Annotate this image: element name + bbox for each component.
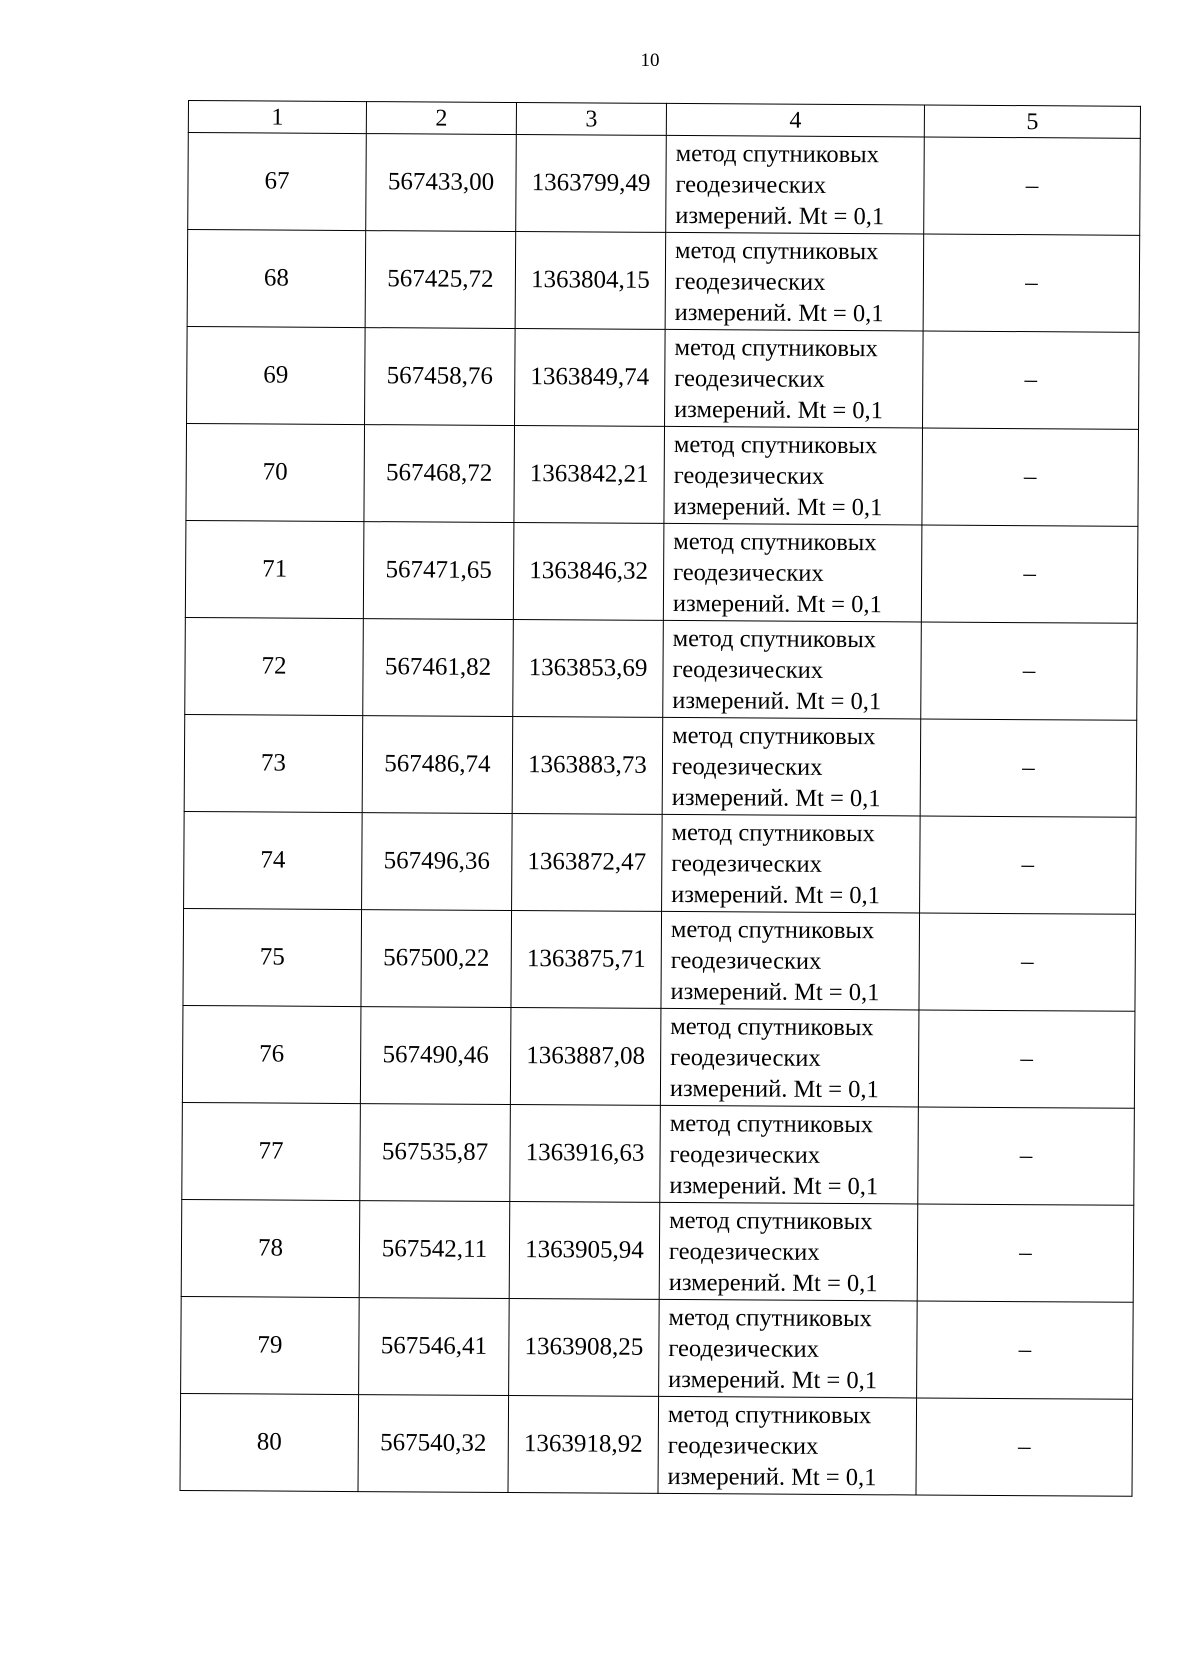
table-row — [182, 1102, 1135, 1205]
y-coordinate-cell: 1363916,63 — [510, 1104, 661, 1202]
method-line: геодезических — [668, 1334, 819, 1363]
x-coordinate-cell: 567490,46 — [360, 1007, 511, 1105]
note-cell: – — [918, 1107, 1135, 1205]
table-row — [185, 520, 1138, 623]
y-coordinate-cell: 1363905,94 — [509, 1201, 660, 1299]
table-row — [184, 714, 1137, 817]
x-coordinate-cell: 567471,65 — [363, 522, 514, 620]
note-cell: – — [920, 816, 1137, 914]
method-line: измерений. Mt = 0,1 — [674, 395, 884, 424]
note-cell: – — [924, 137, 1141, 235]
header-cell-4: 4 — [666, 103, 924, 137]
point-number-cell: 70 — [186, 423, 365, 521]
y-coordinate-cell: 1363887,08 — [510, 1007, 661, 1105]
point-number-cell: 71 — [185, 520, 364, 618]
method-line: геодезических — [672, 655, 824, 684]
method-line: метод спутниковых — [668, 1303, 872, 1332]
method-line: метод спутниковых — [673, 430, 878, 459]
note-cell: – — [921, 525, 1138, 623]
note-cell: – — [923, 234, 1140, 332]
y-coordinate-cell: 1363853,69 — [513, 619, 664, 717]
x-coordinate-cell: 567461,82 — [363, 619, 514, 717]
method-cell — [659, 1299, 918, 1398]
method-line: измерений. Mt = 0,1 — [672, 686, 882, 715]
y-coordinate-cell: 1363883,73 — [512, 716, 663, 814]
method-line: метод спутниковых — [670, 915, 875, 944]
coordinates-table — [180, 100, 1141, 1497]
table-row — [182, 1005, 1135, 1108]
point-number-cell: 76 — [182, 1005, 361, 1103]
table-row — [181, 1296, 1134, 1399]
method-cell — [664, 426, 923, 525]
method-cell — [659, 1202, 918, 1301]
table-row — [186, 423, 1139, 526]
method-line: геодезических — [669, 1140, 821, 1169]
method-line: измерений. Mt = 0,1 — [675, 201, 885, 230]
point-number-cell: 67 — [188, 133, 367, 231]
method-line: измерений. Mt = 0,1 — [667, 1462, 877, 1491]
x-coordinate-cell: 567546,41 — [359, 1298, 510, 1396]
y-coordinate-cell: 1363842,21 — [514, 426, 665, 524]
point-number-cell: 68 — [187, 230, 366, 328]
note-cell: – — [921, 622, 1138, 720]
method-cell — [661, 911, 920, 1010]
y-coordinate-cell: 1363918,92 — [508, 1395, 659, 1493]
x-coordinate-cell: 567486,74 — [362, 716, 513, 814]
method-cell — [662, 814, 921, 913]
y-coordinate-cell: 1363849,74 — [515, 329, 666, 427]
method-line: метод спутниковых — [672, 624, 877, 653]
table-row — [188, 133, 1141, 236]
method-line: измерений. Mt = 0,1 — [672, 589, 882, 618]
note-cell: – — [923, 331, 1140, 429]
method-cell — [662, 717, 921, 816]
method-line: геодезических — [674, 364, 825, 393]
method-line: метод спутниковых — [669, 1206, 873, 1235]
table-body — [180, 101, 1140, 1497]
note-cell: – — [917, 1301, 1134, 1399]
method-line: измерений. Mt = 0,1 — [671, 783, 881, 812]
note-cell: – — [920, 719, 1137, 817]
method-line: геодезических — [671, 752, 823, 781]
point-number-cell: 78 — [181, 1199, 360, 1297]
table-row — [184, 811, 1137, 914]
table-row — [185, 617, 1138, 720]
note-cell: – — [918, 1010, 1135, 1108]
x-coordinate-cell: 567500,22 — [361, 910, 512, 1008]
y-coordinate-cell: 1363846,32 — [513, 522, 664, 620]
x-coordinate-cell: 567535,87 — [360, 1104, 511, 1202]
point-number-cell: 80 — [180, 1393, 359, 1491]
method-line: метод спутниковых — [675, 139, 880, 168]
point-number-cell: 74 — [184, 811, 363, 909]
x-coordinate-cell: 567496,36 — [362, 813, 513, 911]
note-cell: – — [919, 913, 1136, 1011]
table-row — [180, 1393, 1133, 1496]
method-line: измерений. Mt = 0,1 — [671, 880, 881, 909]
method-cell — [658, 1396, 917, 1495]
method-line: измерений. Mt = 0,1 — [670, 977, 880, 1006]
method-line: метод спутниковых — [667, 1400, 872, 1429]
method-cell — [663, 523, 922, 622]
x-coordinate-cell: 567433,00 — [366, 134, 517, 232]
point-number-cell: 77 — [182, 1102, 361, 1200]
y-coordinate-cell: 1363872,47 — [512, 813, 663, 911]
x-coordinate-cell: 567542,11 — [359, 1201, 510, 1299]
table-row — [187, 326, 1140, 429]
method-line: метод спутниковых — [671, 818, 875, 847]
x-coordinate-cell: 567540,32 — [358, 1395, 509, 1493]
method-cell — [665, 329, 924, 428]
y-coordinate-cell: 1363875,71 — [511, 910, 662, 1008]
header-cell-5: 5 — [924, 105, 1140, 138]
method-line: геодезических — [670, 1043, 821, 1072]
method-line: геодезических — [670, 946, 822, 975]
x-coordinate-cell: 567425,72 — [365, 231, 516, 329]
method-line: метод спутниковых — [669, 1109, 874, 1138]
point-number-cell: 79 — [181, 1296, 360, 1394]
method-line: метод спутниковых — [675, 236, 879, 265]
table-row — [183, 908, 1136, 1011]
point-number-cell: 75 — [183, 908, 362, 1006]
method-line: измерений. Mt = 0,1 — [669, 1171, 879, 1200]
method-line: метод спутниковых — [670, 1012, 874, 1041]
method-line: измерений. Mt = 0,1 — [673, 492, 883, 521]
method-line: геодезических — [671, 849, 822, 878]
note-cell: – — [917, 1204, 1134, 1302]
method-line: метод спутниковых — [672, 721, 876, 750]
x-coordinate-cell: 567468,72 — [364, 425, 515, 523]
method-line: измерений. Mt = 0,1 — [669, 1074, 879, 1103]
point-number-cell: 73 — [184, 714, 363, 812]
method-line: метод спутниковых — [674, 333, 878, 362]
method-cell — [665, 232, 924, 331]
method-line: геодезических — [674, 267, 826, 296]
method-line: геодезических — [667, 1431, 819, 1460]
method-cell — [660, 1008, 919, 1107]
point-number-cell: 72 — [185, 617, 364, 715]
x-coordinate-cell: 567458,76 — [365, 328, 516, 426]
header-cell-1: 1 — [188, 101, 366, 134]
method-line: геодезических — [668, 1237, 820, 1266]
y-coordinate-cell: 1363804,15 — [515, 232, 666, 330]
method-line: геодезических — [673, 558, 824, 587]
method-cell — [660, 1105, 919, 1204]
method-line: измерений. Mt = 0,1 — [668, 1268, 878, 1297]
header-cell-3: 3 — [516, 103, 666, 136]
method-cell — [663, 620, 922, 719]
note-cell: – — [922, 428, 1139, 526]
method-line: измерений. Mt = 0,1 — [668, 1365, 878, 1394]
y-coordinate-cell: 1363908,25 — [509, 1298, 660, 1396]
point-number-cell: 69 — [187, 326, 366, 424]
table-row — [187, 230, 1140, 333]
method-line: измерений. Mt = 0,1 — [674, 298, 884, 327]
method-line: метод спутниковых — [673, 527, 877, 556]
table-row — [181, 1199, 1134, 1302]
header-cell-2: 2 — [366, 102, 516, 135]
method-line: геодезических — [675, 170, 827, 199]
note-cell: – — [916, 1398, 1133, 1496]
method-line: геодезических — [673, 461, 825, 490]
method-cell — [666, 135, 925, 234]
y-coordinate-cell: 1363799,49 — [516, 135, 667, 233]
page-number: 10 — [640, 50, 660, 71]
